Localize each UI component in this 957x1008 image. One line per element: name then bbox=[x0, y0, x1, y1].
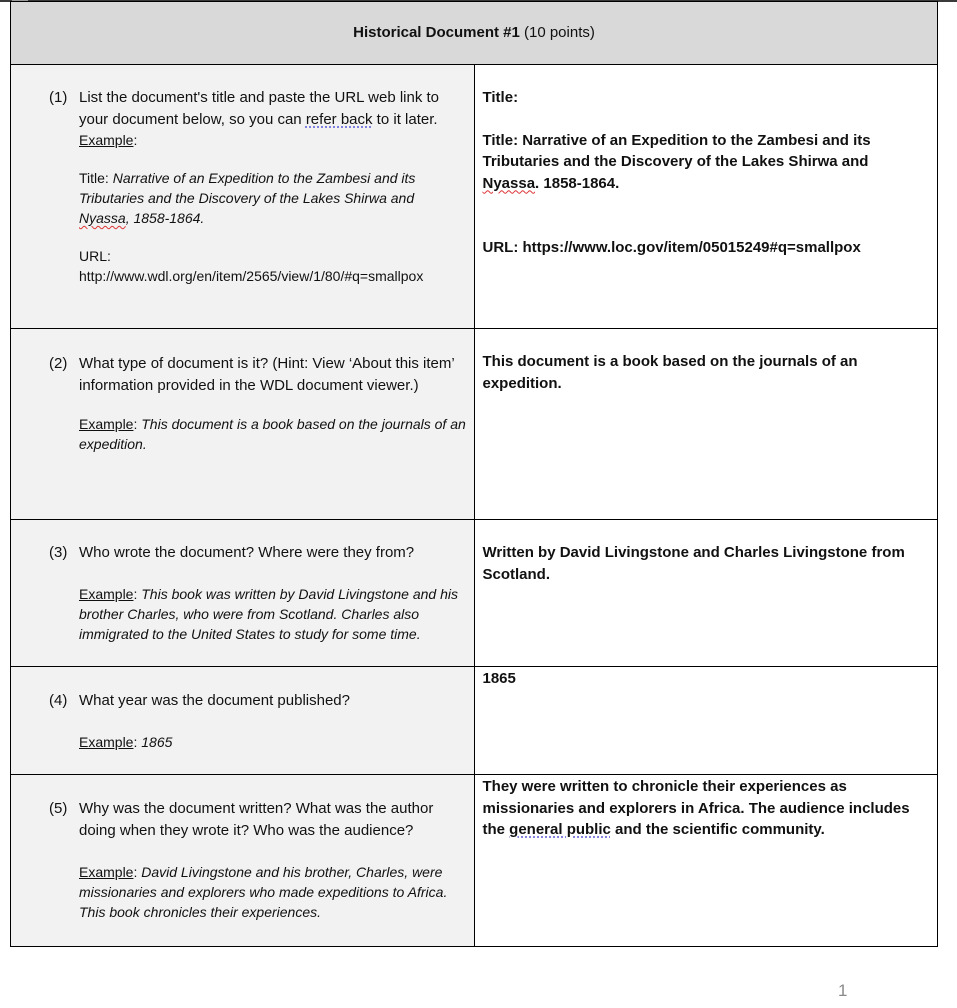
table-row bbox=[11, 667, 938, 775]
grammar-suggestion[interactable]: refer back bbox=[305, 110, 373, 128]
table-row bbox=[11, 520, 938, 667]
header-title: Historical Document #1 bbox=[353, 24, 520, 42]
answer-text: 1865 bbox=[482, 670, 516, 687]
example-url: http://www.wdl.org/en/item/2565/view/1/80/#q=smallpox bbox=[79, 268, 424, 284]
spelling-error[interactable]: Nyassa bbox=[79, 210, 126, 226]
table-header bbox=[11, 2, 938, 65]
question-number: (3) bbox=[49, 544, 68, 561]
question-text: Why was the document written? What was the author doing when they wrote it? Who was the audience? bbox=[79, 800, 434, 839]
example-text: Example: 1865 bbox=[79, 733, 173, 750]
answer-text: This document is a book based on the journals of an expedition. bbox=[482, 353, 858, 392]
question-cell bbox=[11, 65, 475, 329]
question-cell bbox=[11, 775, 475, 947]
header-points: (10 points) bbox=[519, 24, 595, 42]
question-text: Who wrote the document? Where were they from? bbox=[79, 544, 415, 561]
question-text: What type of document is it? (Hint: View ‘About this item’ information provided in the WDL document viewer.) bbox=[79, 355, 455, 394]
table-row bbox=[11, 329, 938, 520]
answer-text: Written by David Livingstone and Charles Livingstone from Scotland. bbox=[482, 544, 905, 583]
answer-cell[interactable] bbox=[474, 329, 938, 520]
example-url-label: URL: bbox=[79, 248, 111, 264]
example-text: Example: This document is a book based on the journals of an expedition. bbox=[79, 416, 466, 452]
example-text: Example: David Livingstone and his brother, Charles, were missionaries and explorers who made expeditions to Africa. This book chronicles their experiences. bbox=[79, 864, 448, 920]
question-number: (4) bbox=[49, 692, 68, 709]
table-header-row bbox=[11, 2, 938, 65]
answer-heading: Title: bbox=[482, 89, 519, 106]
answer-cell[interactable] bbox=[474, 667, 938, 775]
answer-cell[interactable] bbox=[474, 65, 938, 329]
example-title: Title: Narrative of an Expedition to the Zambesi and its Tributaries and the Discovery of the Lakes Shirwa and Nyassa, 1858-1864. bbox=[79, 170, 416, 226]
question-number: (2) bbox=[49, 355, 68, 372]
question-cell bbox=[11, 667, 475, 775]
table-row bbox=[11, 65, 938, 329]
grammar-suggestion[interactable]: general public bbox=[509, 821, 611, 838]
answer-text: They were written to chronicle their experiences as missionaries and explorers in Africa. The audience includes the general public and the scientific community. bbox=[482, 778, 910, 838]
question-number: (5) bbox=[49, 800, 68, 817]
document-table bbox=[10, 1, 938, 947]
example-text: Example: This book was written by David Livingstone and his brother Charles, who were from Scotland. Charles also immigrated to the United States to study for some time. bbox=[79, 585, 458, 642]
answer-cell[interactable] bbox=[474, 775, 938, 947]
answer-url: URL: https://www.loc.gov/item/05015249#q=smallpox bbox=[482, 239, 861, 256]
question-number: (1) bbox=[49, 89, 68, 106]
table-row bbox=[11, 775, 938, 947]
example-heading: Example: bbox=[79, 132, 138, 148]
answer-cell[interactable] bbox=[474, 520, 938, 667]
page-number: 1 bbox=[838, 981, 848, 1000]
answer-title: Title: Narrative of an Expedition to the Zambesi and its Tributaries and the Discovery of the Lakes Shirwa and Nyassa. 1858-1864. bbox=[482, 131, 871, 192]
question-cell bbox=[11, 520, 475, 667]
question-text: List the document's title and paste the URL web link to your document below, so you can refer back to it later. bbox=[79, 89, 440, 128]
question-cell bbox=[11, 329, 475, 520]
question-text: What year was the document published? bbox=[79, 692, 350, 709]
spelling-error[interactable]: Nyassa bbox=[482, 174, 536, 192]
